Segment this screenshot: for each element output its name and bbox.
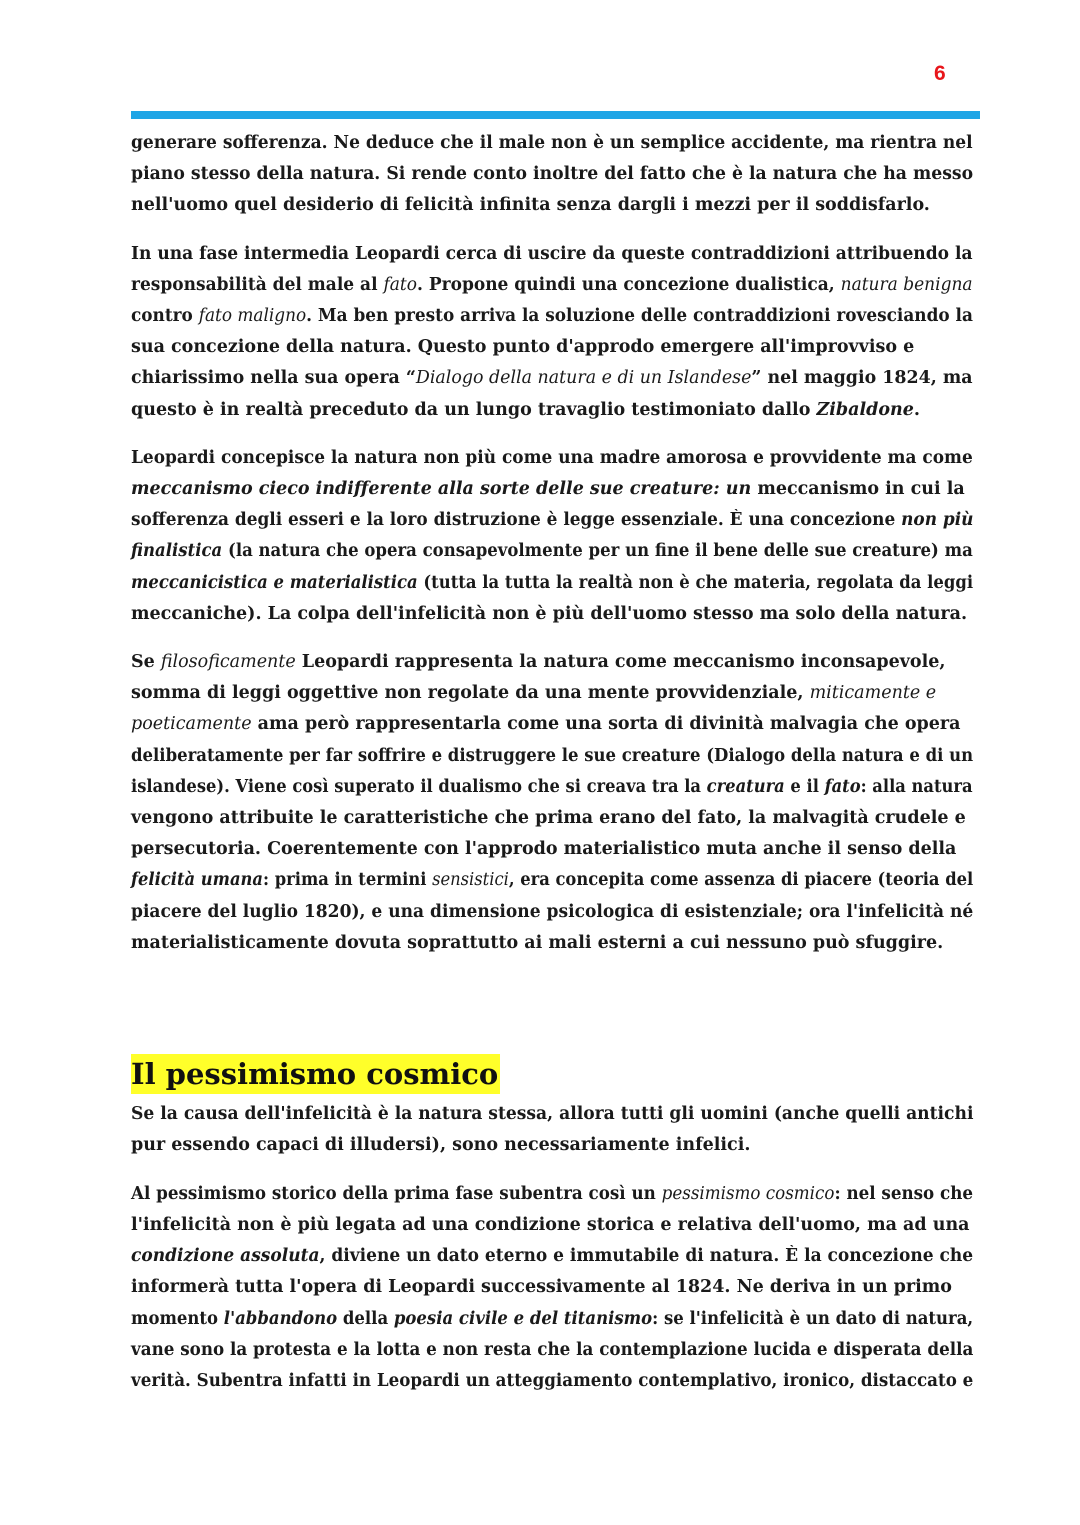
text-line: persecutoria. Coerentemente con l'approdo materialistico muta anche il senso della <box>131 839 957 860</box>
text-run: : nel senso che <box>834 1183 974 1204</box>
bold-italic-term: meccanicistica e materialistica <box>131 572 418 593</box>
text-line: vengono attribuite le caratteristiche che prima erano del fato, la malvagità crudele e <box>131 808 966 829</box>
text-run: ” nel maggio 1824, ma <box>751 368 973 389</box>
italic-term: pessimismo cosmico <box>661 1183 835 1204</box>
text-run: Al pessimismo storico della prima fase subentra così un <box>131 1183 662 1204</box>
text-run: islandese). Viene così superato il dualismo che si creava tra la <box>131 776 707 797</box>
text-run: (la natura che opera consapevolmente per un fine il bene delle sue creature) ma <box>222 541 973 562</box>
bold-italic-term: non più <box>901 510 974 531</box>
bold-italic-term: meccanismo cieco indifferente alla sorte delle sue creature: un <box>131 479 752 500</box>
text-line <box>131 505 973 536</box>
text-run: momento <box>131 1308 224 1329</box>
section-heading: Il pessimismo cosmico <box>131 1054 500 1094</box>
text-line: vane sono la protesta e la lotta e non resta che la contemplazione lucida e disperata della <box>131 1339 974 1360</box>
text-run: . <box>913 399 920 420</box>
text-run: , era concepita come assenza di piacere (teoria del <box>508 870 974 891</box>
text-line: l'infelicità non è più legata ad una condizione storica e relativa dell'uomo, ma ad una <box>131 1214 970 1235</box>
italic-term: miticamente e <box>809 683 937 704</box>
italic-term: filosoficamente <box>160 652 296 673</box>
text-run: : se l'infelicità è un dato di natura, <box>652 1308 974 1329</box>
italic-term: fato <box>383 274 417 295</box>
text-run: , diviene un dato eterno e immutabile di natura. È la concezione che <box>319 1246 974 1267</box>
paragraph-2 <box>131 239 971 426</box>
text-line <box>131 536 973 567</box>
bold-italic-term: Zibaldone <box>816 399 914 420</box>
header-rule <box>131 111 980 119</box>
text-run: contro <box>131 306 199 327</box>
text-run: : alla natura <box>860 776 973 797</box>
text-run: e il <box>784 776 825 797</box>
text-line: Leopardi concepisce la natura non più come una madre amorosa e provvidente ma come <box>131 447 973 468</box>
text-line <box>131 772 973 803</box>
paragraph-4 <box>131 647 974 959</box>
text-line <box>131 1179 973 1210</box>
bold-italic-term: poesia civile e del titanismo <box>393 1308 653 1329</box>
paragraph-5 <box>131 1099 974 1161</box>
text-line <box>131 1304 973 1335</box>
text-run: della <box>337 1308 394 1329</box>
italic-term: natura benigna <box>840 274 973 295</box>
text-line <box>131 1241 973 1272</box>
text-line: piano stesso della natura. Si rende conto inoltre del fatto che è la natura che ha messo <box>131 164 974 185</box>
text-line <box>131 865 973 896</box>
page-number: 6 <box>934 62 946 85</box>
paragraph-6 <box>131 1179 974 1397</box>
text-line: pur essendo capaci di illudersi), sono necessariamente infelici. <box>131 1135 751 1156</box>
text-line: deliberatamente per far soffrire e distruggere le sue creature (Dialogo della natura e di un <box>131 745 974 766</box>
paragraph-3 <box>131 443 974 630</box>
italic-term: poeticamente <box>131 714 252 735</box>
text-line <box>131 647 945 678</box>
bold-italic-term: fato <box>824 776 861 797</box>
text-line: piacere del luglio 1820), e una dimensione psicologica di esistenziale; ora l'infelicità né <box>131 901 974 922</box>
text-line: sua concezione della natura. Questo punto d'approdo emergere all'improvviso e <box>131 337 915 358</box>
text-run: ama però rappresentarla come una sorta di divinità malvagia che opera <box>251 714 961 735</box>
text-run: meccanismo in cui la <box>751 479 965 500</box>
italic-title: Dialogo della natura e di un Islandese <box>415 368 752 389</box>
text-line: materialisticamente dovuta soprattutto ai mali esterni a cui nessuno può sfuggire. <box>131 932 944 953</box>
text-line: verità. Subentra infatti in Leopardi un atteggiamento contemplativo, ironico, distaccato e <box>131 1370 974 1391</box>
text-run: (tutta la tutta la realtà non è che materia, regolata da leggi <box>417 572 974 593</box>
text-run: sofferenza degli esseri e la loro distruzione è legge essenziale. È una concezione <box>131 510 902 531</box>
section-heading-wrapper <box>131 1054 971 1095</box>
text-line <box>131 568 973 599</box>
text-line <box>131 363 973 394</box>
text-line <box>131 395 920 426</box>
text-line: Se la causa dell'infelicità è la natura stessa, allora tutti gli uomini (anche quelli antichi <box>131 1104 974 1125</box>
text-line: informerà tutta l'opera di Leopardi successivamente al 1824. Ne deriva in un primo <box>131 1277 952 1298</box>
text-line <box>131 474 965 505</box>
text-run: Leopardi rappresenta la natura come meccanismo inconsapevole, <box>295 652 946 673</box>
text-run: questo è in realtà preceduto da un lungo travaglio testimoniato dallo <box>131 399 817 420</box>
bold-italic-term: creatura <box>706 776 785 797</box>
text-line <box>131 709 960 740</box>
text-line <box>131 301 973 332</box>
bold-italic-term: condizione assoluta <box>131 1246 320 1267</box>
paragraph-1 <box>131 128 974 222</box>
text-line: meccaniche). La colpa dell'infelicità non è più dell'uomo stesso ma solo della natura. <box>131 603 968 624</box>
text-run: . Ma ben presto arriva la soluzione delle contraddizioni rovesciando la <box>306 306 973 327</box>
text-line: generare sofferenza. Ne deduce che il male non è un semplice accidente, ma rientra nel <box>131 133 973 153</box>
text-line <box>131 270 973 301</box>
text-run: Se <box>131 652 161 673</box>
document-body <box>131 128 974 1414</box>
text-run: somma di leggi oggettive non regolate da una mente provvidenziale, <box>131 683 810 704</box>
text-run: chiarissimo nella sua opera “ <box>131 368 416 389</box>
italic-term: sensistici <box>432 870 509 891</box>
bold-italic-term: finalistica <box>131 541 223 562</box>
bold-italic-term: l'abbandono <box>223 1308 338 1329</box>
text-line: nell'uomo quel desiderio di felicità infinita senza dargli i mezzi per il soddisfarlo. <box>131 195 930 216</box>
text-run: : prima in termini <box>263 870 433 891</box>
text-run: responsabilità del male al <box>131 274 384 295</box>
text-line: In una fase intermedia Leopardi cerca di uscire da queste contraddizioni attribuendo la <box>131 243 973 264</box>
bold-italic-term: felicità umana <box>131 870 264 891</box>
italic-term: fato maligno <box>198 306 307 327</box>
text-line <box>131 678 936 709</box>
text-run: . Propone quindi una concezione dualistica, <box>416 274 841 295</box>
